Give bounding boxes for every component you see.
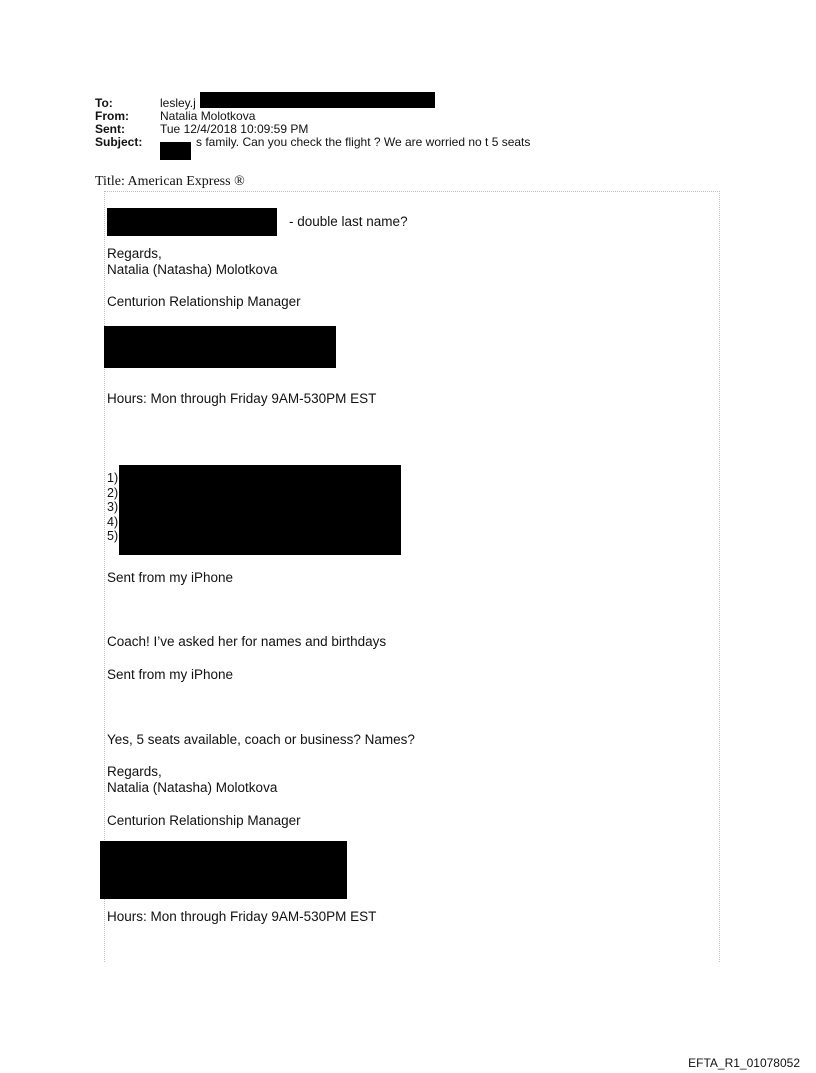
redaction-subject [160,142,191,160]
regards-2: Regards, [107,764,162,779]
redaction-name-1 [107,208,277,236]
redaction-list [119,465,401,555]
redaction-contact-2 [100,841,347,899]
hours-2: Hours: Mon through Friday 9AM-530PM EST [107,909,377,924]
sent-value: Tue 12/4/2018 10:09:59 PM [160,122,309,136]
redaction-to [200,92,435,108]
list-item: 4) [107,514,119,529]
sent-from-iphone-2: Sent from my iPhone [107,667,234,682]
list-item: 2) [107,485,119,500]
numbered-list [107,471,118,544]
regards-1: Regards, [107,246,162,261]
to-value: lesley.j [160,96,196,110]
redaction-contact-1 [104,326,336,368]
from-value: Natalia Molotkova [160,109,256,123]
sent-from-iphone-1: Sent from my iPhone [107,570,234,585]
list-item: 5) [107,529,119,543]
subject-label: Subject: [95,135,143,149]
coach-line: Coach! I’ve asked her for names and birthdays [107,634,387,649]
list-item: 3) [107,500,119,514]
subject-value: s family. Can you check the flight ? We are worried no t 5 seats [196,135,531,149]
to-label: To: [95,96,113,110]
list-item: 1) [107,471,119,485]
double-last-name-line: - double last name? [289,214,408,229]
signature-role-2: Centurion Relationship Manager [107,813,301,828]
document-title: Title: American Express ® [95,174,245,189]
sent-label: Sent: [95,122,125,136]
signature-name-1: Natalia (Natasha) Molotkova [107,262,278,277]
seats-line: Yes, 5 seats available, coach or business? Names? [107,732,415,747]
hours-1: Hours: Mon through Friday 9AM-530PM EST [107,391,377,406]
from-label: From: [95,109,129,123]
signature-name-2: Natalia (Natasha) Molotkova [107,780,278,795]
document-id: EFTA_R1_01078052 [688,1056,800,1070]
signature-role-1: Centurion Relationship Manager [107,294,301,309]
